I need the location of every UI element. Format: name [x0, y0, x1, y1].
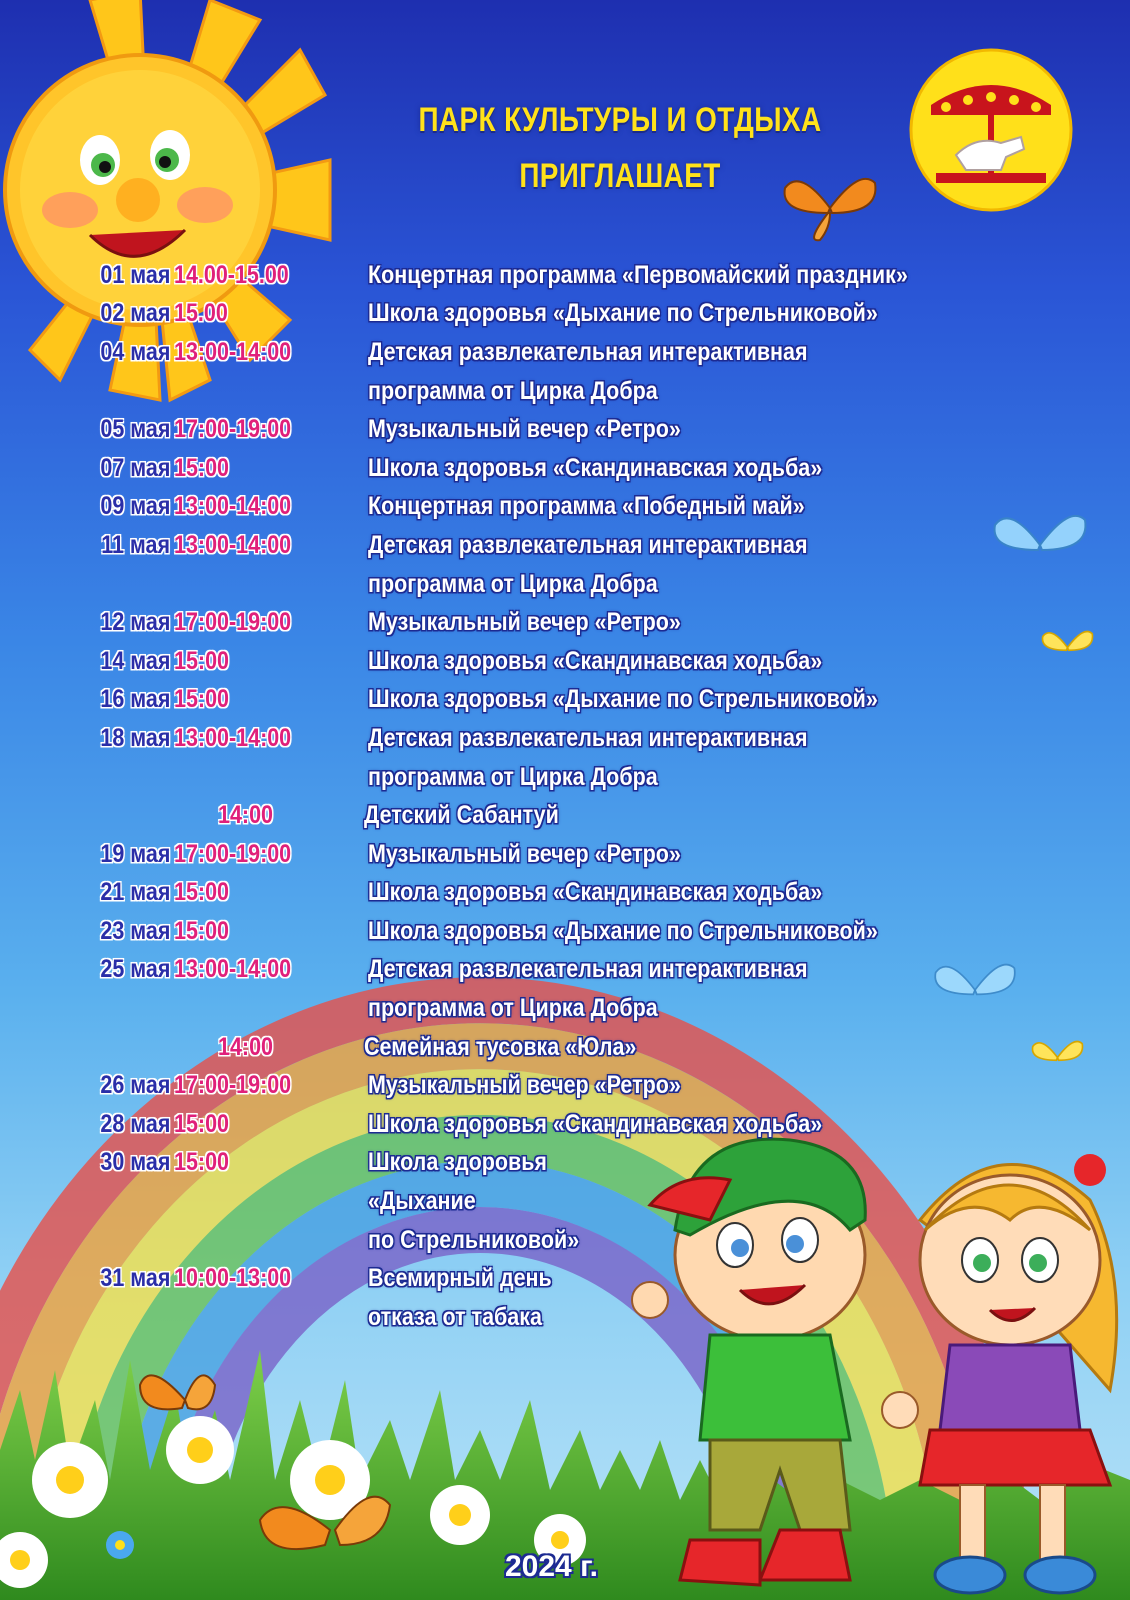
event-time: 15:00 — [174, 1109, 229, 1138]
event-title: Концертная программа «Первомайский праздник» — [368, 260, 908, 289]
event-time: 15:00 — [174, 685, 229, 714]
schedule-row — [40, 874, 1130, 913]
carousel-logo-icon — [906, 45, 1076, 215]
event-date: 30 мая — [99, 1148, 170, 1177]
event-time: 13:00-14:00 — [174, 955, 292, 984]
event-date — [40, 1303, 170, 1332]
schedule-row — [40, 642, 1130, 681]
schedule-row — [40, 295, 1130, 334]
schedule-row — [40, 758, 1130, 797]
event-time: 10:00-13:00 — [174, 1264, 292, 1293]
event-title: Школа здоровья «Скандинавская ходьба» — [368, 453, 823, 482]
event-time: 17:00-19:00 — [174, 608, 292, 637]
event-date: 26 мая — [99, 1071, 170, 1100]
event-date: 12 мая — [99, 608, 170, 637]
butterfly-icon — [140, 1375, 215, 1409]
event-title: Музыкальный вечер «Ретро» — [368, 839, 681, 868]
event-date: 18 мая — [99, 723, 170, 752]
event-title: Концертная программа «Победный май» — [368, 492, 805, 521]
event-time — [170, 1303, 334, 1332]
event-title: Школа здоровья «Дыхание по Стрельниковой» — [368, 299, 878, 328]
event-schedule — [40, 256, 1130, 1337]
event-title: Всемирный день — [368, 1264, 552, 1293]
schedule-row — [40, 912, 1130, 951]
event-title: Музыкальный вечер «Ретро» — [368, 415, 681, 444]
event-title: Детская развлекательная интерактивная — [368, 337, 808, 366]
event-date — [40, 1187, 170, 1216]
schedule-row — [40, 565, 1130, 604]
event-date: 23 мая — [99, 916, 170, 945]
event-time: 13:00-14:00 — [174, 492, 292, 521]
event-title: Детская развлекательная интерактивная — [368, 530, 808, 559]
schedule-row — [40, 1066, 1130, 1105]
event-date — [40, 377, 170, 406]
event-title: Школа здоровья «Дыхание по Стрельниковой» — [368, 685, 878, 714]
event-time: 13:00-14:00 — [174, 723, 292, 752]
event-time — [170, 1187, 334, 1216]
schedule-row — [40, 1298, 1130, 1337]
schedule-row — [40, 372, 1130, 411]
event-title: «Дыхание — [368, 1187, 476, 1216]
event-date — [40, 994, 170, 1023]
event-title: программа от Цирка Добра — [368, 376, 658, 405]
schedule-row — [40, 410, 1130, 449]
schedule-row — [40, 526, 1130, 565]
event-title: Школа здоровья «Дыхание по Стрельниковой» — [368, 916, 878, 945]
event-time: 14:00 — [218, 801, 274, 830]
title-line-1: ПАРК КУЛЬТУРЫ И ОТДЫХА — [418, 101, 822, 139]
event-time — [170, 763, 334, 792]
event-time: 13:00-14:00 — [174, 530, 292, 559]
title-line-2: ПРИГЛАШАЕТ — [519, 157, 721, 195]
event-date: 11 мая — [101, 530, 170, 559]
event-time: 15:00 — [174, 453, 229, 482]
event-time: 13:00-14:00 — [174, 337, 292, 366]
event-time — [170, 570, 334, 599]
schedule-row — [40, 449, 1130, 488]
schedule-row — [40, 951, 1130, 990]
schedule-row — [40, 989, 1130, 1028]
event-title: Школа здоровья «Скандинавская ходьба» — [368, 646, 823, 675]
event-title: Детский Сабантуй — [364, 801, 559, 830]
schedule-row — [40, 681, 1130, 720]
event-date: 28 мая — [99, 1109, 170, 1138]
event-date: 02 мая — [99, 299, 170, 328]
event-title: Школа здоровья — [368, 1148, 547, 1177]
event-date: 09 мая — [99, 492, 170, 521]
schedule-row — [40, 796, 1130, 835]
event-date — [40, 1033, 170, 1062]
event-title: по Стрельниковой» — [368, 1225, 580, 1254]
schedule-row — [40, 719, 1130, 758]
event-title: Семейная тусовка «Юла» — [364, 1032, 637, 1061]
event-date: 04 мая — [99, 337, 170, 366]
event-date: 19 мая — [99, 839, 170, 868]
page-title — [358, 92, 883, 204]
schedule-row — [40, 603, 1130, 642]
event-time: 14:00 — [218, 1032, 274, 1061]
event-title: программа от Цирка Добра — [368, 762, 658, 791]
event-time: 15:00 — [174, 916, 229, 945]
event-time: 15:00 — [174, 1148, 229, 1177]
event-title: Музыкальный вечер «Ретро» — [368, 608, 681, 637]
schedule-row — [40, 1182, 1130, 1221]
event-time: 17:00-19:00 — [174, 1071, 292, 1100]
event-date — [40, 1226, 170, 1255]
event-title: отказа от табака — [368, 1302, 542, 1331]
year-label: 2024 г. — [505, 1550, 598, 1583]
event-title: Школа здоровья «Скандинавская ходьба» — [368, 1109, 823, 1138]
event-time: 15.00 — [174, 299, 228, 328]
schedule-row — [40, 488, 1130, 527]
event-date: 31 мая — [99, 1264, 170, 1293]
event-date: 21 мая — [99, 878, 170, 907]
schedule-row — [40, 1144, 1130, 1183]
schedule-row — [40, 1028, 1130, 1067]
event-time: 17:00-19:00 — [174, 415, 292, 444]
schedule-row — [40, 1221, 1130, 1260]
event-date: 01 мая — [99, 260, 170, 289]
event-date: 07 мая — [99, 453, 170, 482]
event-time: 15:00 — [174, 646, 229, 675]
event-time — [170, 1226, 334, 1255]
event-time — [170, 377, 334, 406]
event-date — [40, 763, 170, 792]
event-date — [40, 801, 170, 830]
event-title: Детская развлекательная интерактивная — [368, 955, 808, 984]
schedule-row — [40, 1105, 1130, 1144]
event-title: Детская развлекательная интерактивная — [368, 723, 808, 752]
event-title: программа от Цирка Добра — [368, 994, 658, 1023]
event-date: 14 мая — [99, 646, 170, 675]
event-time: 17:00-19:00 — [174, 839, 292, 868]
schedule-row — [40, 835, 1130, 874]
event-title: Музыкальный вечер «Ретро» — [368, 1071, 681, 1100]
schedule-row — [40, 333, 1130, 372]
event-time: 15:00 — [174, 878, 229, 907]
schedule-row — [40, 1259, 1130, 1298]
event-time — [170, 994, 334, 1023]
schedule-row — [40, 256, 1130, 295]
event-title: Школа здоровья «Скандинавская ходьба» — [368, 878, 823, 907]
event-date: 16 мая — [99, 685, 170, 714]
event-date: 25 мая — [99, 955, 170, 984]
event-date: 05 мая — [99, 415, 170, 444]
event-title: программа от Цирка Добра — [368, 569, 658, 598]
event-time: 14.00-15.00 — [174, 260, 289, 289]
event-date — [40, 570, 170, 599]
